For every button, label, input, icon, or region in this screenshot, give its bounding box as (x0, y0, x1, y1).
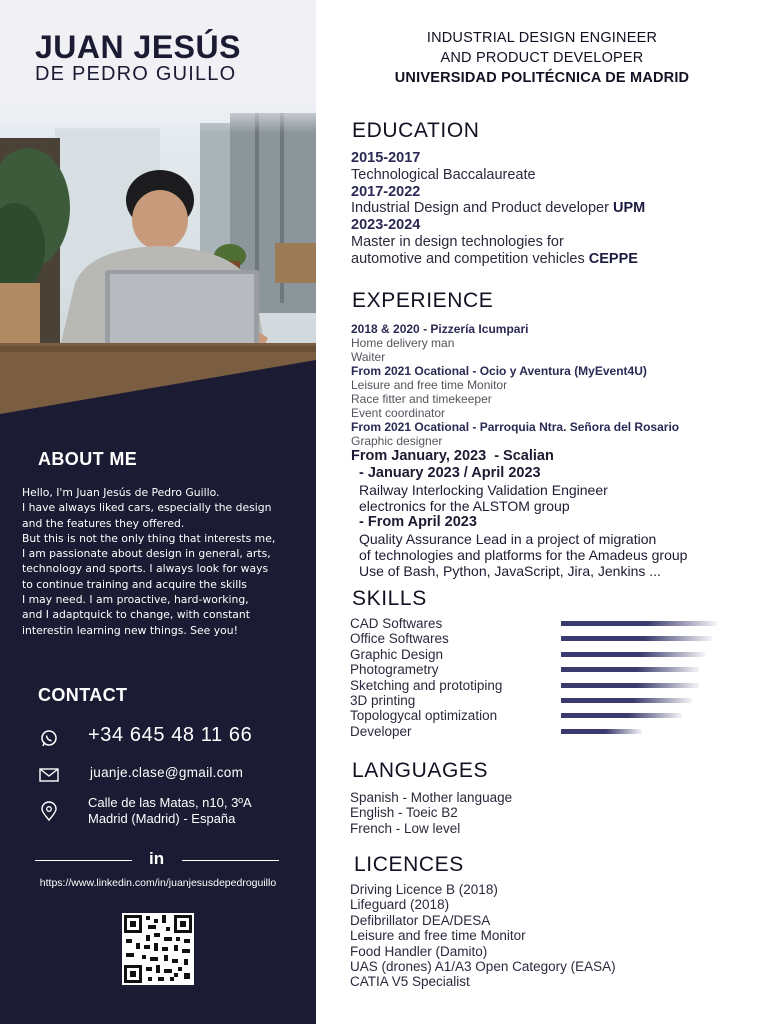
education-text: Master in design technologies for (351, 233, 564, 250)
licence-item: CATIA V5 Specialist (350, 974, 470, 990)
experience-role: Railway Interlocking Validation Engineer (359, 482, 608, 498)
address (88, 795, 252, 827)
experience-role: Race fitter and timekeeper (351, 392, 492, 406)
about-line: and I adaptquick to change, with constant (22, 608, 250, 622)
education-text: automotive and competition vehicles (351, 250, 589, 267)
licences-list (350, 882, 616, 990)
linkedin-link[interactable]: https://www.linkedin.com/in/juanjesusdepedroguillo (39, 877, 277, 889)
divider (35, 860, 132, 861)
divider (182, 860, 279, 861)
education-entry (351, 200, 645, 217)
headline-line: AND PRODUCT DEVELOPER (440, 50, 644, 66)
experience-period: 2018 & 2020 (351, 322, 420, 336)
licences-title: LICENCES (354, 853, 464, 876)
education-years: 2017-2022 (351, 183, 421, 200)
about-line: Hello, I'm Juan Jesús de Pedro Guillo. (22, 486, 220, 499)
experience-role: Event coordinator (351, 406, 446, 420)
skill-bar (561, 652, 705, 657)
experience-role: Waiter (351, 350, 386, 364)
skill-bar (561, 636, 712, 641)
address-line: Madrid (Madrid) - España (88, 811, 236, 826)
about-title: ABOUT ME (38, 449, 138, 469)
skill-name: Developer (350, 723, 412, 739)
experience-role: Graphic designer (351, 434, 443, 448)
education-years: 2015-2017 (351, 150, 421, 166)
education-text: Industrial Design and Product developer (351, 200, 613, 217)
licence-item: Driving Licence B (2018) (350, 882, 498, 897)
education-title: EDUCATION (352, 119, 480, 142)
location-pin-icon (38, 800, 60, 822)
experience-list (351, 322, 687, 579)
headline (316, 28, 768, 88)
experience-place: Pizzería Icumpari (430, 322, 529, 336)
email-link[interactable]: juanje.clase@gmail.com (90, 765, 244, 780)
about-line: I am passionate about design in general, arts, (22, 547, 271, 561)
experience-header: From 2021 Ocational - Parroquia Ntra. Señora del Rosario (351, 420, 680, 434)
skill-name: Sketching and prototiping (350, 677, 503, 693)
experience-role: Use of Bash, Python, JavaScript, Jira, Jenkins ... (359, 563, 661, 579)
experience-period: From 2021 Ocational (351, 364, 470, 378)
skill-bar (561, 713, 682, 718)
profile-photo (0, 98, 316, 418)
language-item: Spanish - Mother language (350, 790, 513, 805)
about-line: I have always liked cars, especially the design (22, 501, 272, 515)
linkedin-icon[interactable]: in (149, 849, 165, 868)
skill-name: Office Softwares (350, 631, 449, 647)
licence-item: Defibrillator DEA/DESA (350, 912, 491, 928)
education-years: 2023-2024 (351, 217, 421, 234)
education-list (351, 150, 645, 268)
skill-name: CAD Softwares (350, 616, 443, 631)
skill-bar (561, 621, 717, 626)
phone-number[interactable]: +34 645 48 11 66 (88, 724, 253, 746)
contact-title: CONTACT (38, 685, 128, 705)
language-item: English - Toeic B2 (350, 805, 458, 821)
whatsapp-icon (38, 727, 60, 749)
first-name: JUAN JESÚS (35, 29, 241, 65)
experience-subperiod: - From April 2023 (359, 514, 477, 530)
languages-list (350, 790, 512, 836)
university: UNIVERSIDAD POLITÉCNICA DE MADRID (394, 70, 690, 86)
about-line: and the features they offered. (22, 516, 185, 530)
skills-title: SKILLS (352, 587, 427, 610)
experience-header: 2018 & 2020 - Pizzería Icumpari (351, 322, 529, 336)
licence-item: Food Handler (Damito) (350, 943, 488, 959)
language-item: French - Low level (350, 820, 461, 836)
licence-item: Leisure and free time Monitor (350, 928, 526, 944)
skills-list (350, 616, 502, 739)
skill-name: Graphic Design (350, 646, 444, 662)
name-block (0, 0, 316, 100)
about-line: But this is not the only thing that interests me, (22, 531, 276, 545)
experience-role: of technologies and platforms for the Amadeus group (359, 547, 688, 563)
last-name: DE PEDRO GUILLO (35, 63, 237, 85)
skill-bar (561, 729, 642, 734)
skill-bar (561, 667, 699, 672)
skill-name: Photogrametry (350, 662, 439, 678)
experience-header: From 2021 Ocational - Ocio y Aventura (MyEvent4U) (351, 364, 647, 378)
experience-title: EXPERIENCE (352, 289, 494, 312)
education-entry (351, 167, 645, 184)
licence-item: UAS (drones) A1/A3 Open Category (EASA) (350, 959, 616, 975)
about-line: I may need. I am proactive, hard-working, (22, 593, 249, 607)
about-text (22, 485, 302, 638)
about-line: technology and sports. I always look for ways (22, 562, 269, 576)
address-line: Calle de las Matas, n10, 3ºA (88, 795, 252, 810)
about-line: to continue training and acquire the skills (22, 577, 247, 591)
skill-bar (561, 683, 699, 688)
experience-role: Home delivery man (351, 336, 455, 350)
skill-bar (561, 698, 692, 703)
education-org: CEPPE (588, 250, 638, 267)
sidebar (0, 0, 316, 1024)
about-line: interestin learning new things. See you! (22, 623, 238, 637)
experience-role: electronics for the ALSTOM group (359, 498, 570, 514)
skill-name: 3D printing (350, 693, 416, 709)
experience-place: Ocio y Aventura (MyEvent4U) (479, 364, 647, 378)
skill-name: Topologycal optimization (350, 708, 498, 724)
languages-title: LANGUAGES (352, 759, 489, 782)
experience-subperiod: - January 2023 / April 2023 (359, 465, 541, 481)
experience-place: Parroquia Ntra. Señora del Rosario (479, 420, 680, 434)
experience-role: Leisure and free time Monitor (351, 378, 508, 392)
education-org: UPM (612, 200, 646, 217)
experience-header: From January, 2023 - Scalian (351, 448, 554, 464)
licence-item: Lifeguard (2018) (350, 897, 450, 913)
experience-role: Quality Assurance Lead in a project of migration (359, 531, 657, 547)
headline-line: INDUSTRIAL DESIGN ENGINEER (426, 30, 658, 46)
experience-period: From 2021 Ocational (351, 420, 470, 434)
mail-icon (38, 764, 60, 786)
education-text: Technological Baccalaureate (351, 166, 536, 183)
qr-code[interactable] (122, 913, 194, 985)
education-entry (351, 251, 645, 268)
